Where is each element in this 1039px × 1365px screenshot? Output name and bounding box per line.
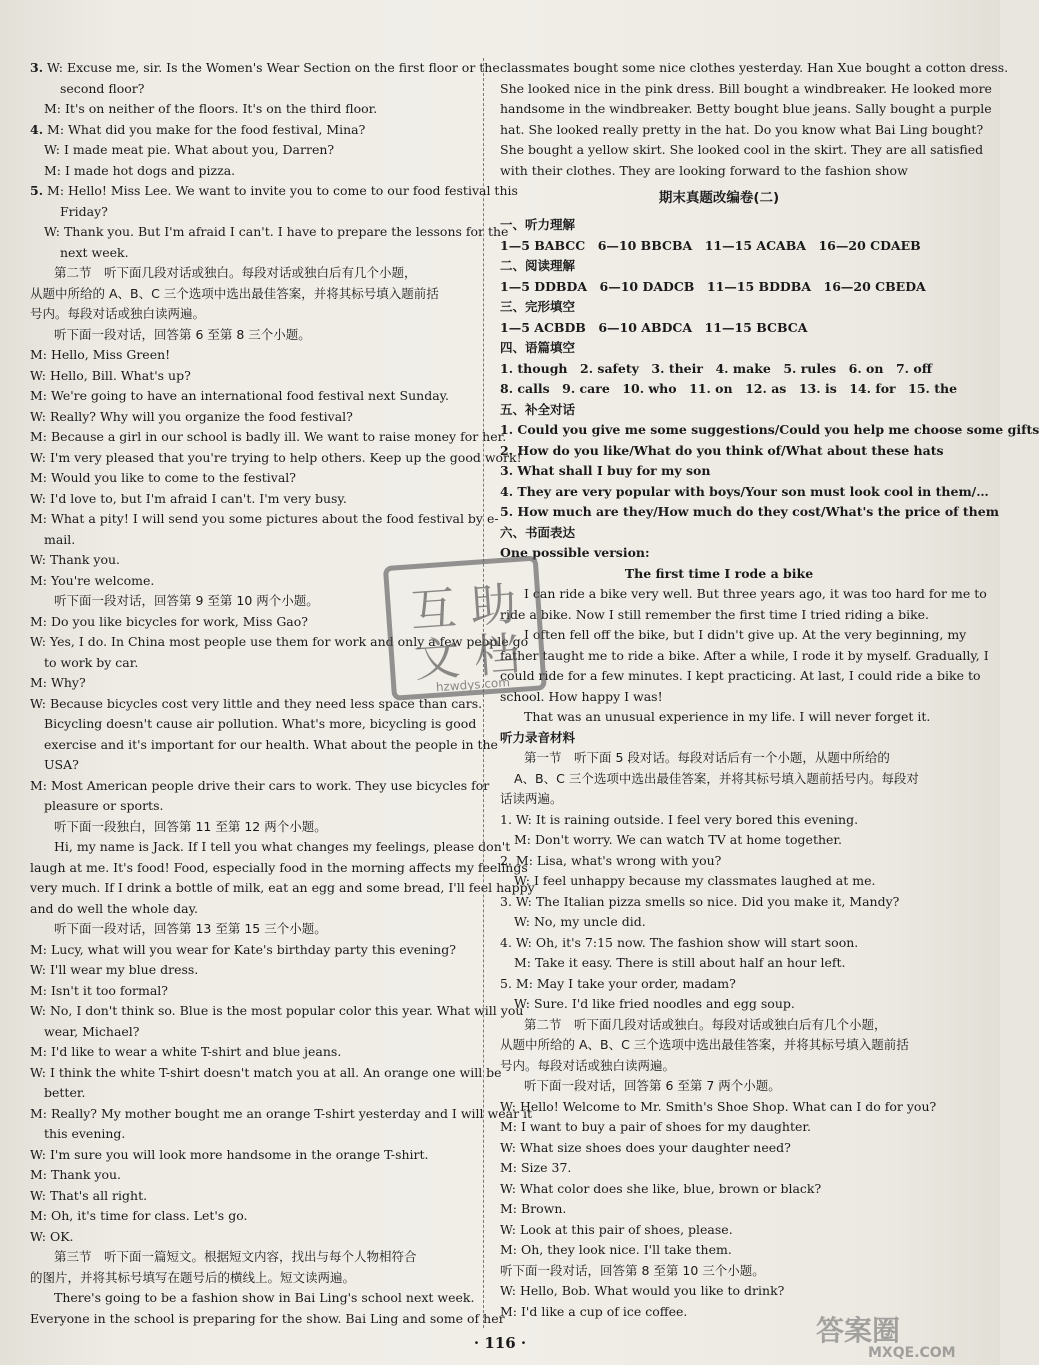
essay-line: I often fell off the bike, but I didn't give up. At the very beginning, my bbox=[524, 627, 967, 642]
stamp-char-4: 档 bbox=[471, 626, 522, 684]
writing-heading: 六、书面表达 bbox=[500, 524, 576, 540]
text-line: this evening. bbox=[44, 1126, 126, 1141]
text-line: 3. W: Excuse me, sir. Is the Women's Wear Section on the first floor or the bbox=[30, 60, 500, 75]
text-line: W: That's all right. bbox=[30, 1187, 148, 1203]
section-heading: 二、阅读理解 bbox=[500, 258, 576, 273]
answer-row: 1. Could you give me some suggestions/Could you help me choose some gifts bbox=[500, 422, 1039, 437]
passage-continuation bbox=[500, 58, 1009, 181]
text-line: M: Do you like bicycles for work, Miss Gao? bbox=[30, 613, 308, 629]
text-line: Bicycling doesn't cause air pollution. What's more, bicycling is good bbox=[44, 716, 477, 731]
transcript-line: M: Oh, they look nice. I'll take them. bbox=[500, 1242, 732, 1257]
text-line: W: I'd love to, but I'm afraid I can't. I'm very busy. bbox=[30, 490, 347, 506]
text-line: hat. She looked really pretty in the hat. Do you know what Bai Ling bought? bbox=[500, 121, 984, 137]
text-line: W: I'll wear my blue dress. bbox=[30, 962, 199, 977]
answer-row: 1. though 2. safety 3. their 4. make 5. rules 6. on 7. off bbox=[500, 360, 932, 376]
text-line: Friday? bbox=[60, 203, 108, 219]
text-line: W: Thank you. bbox=[30, 552, 120, 567]
text-line: M: Because a girl in our school is badly ill. We want to raise money for her. bbox=[30, 429, 507, 444]
text-line: 听下面一段对话，回答第 6 至第 8 三个小题。 bbox=[54, 326, 311, 342]
transcript-line: W: What color does she like, blue, brown or black? bbox=[500, 1180, 822, 1196]
transcript-line: W: No, my uncle did. bbox=[514, 914, 646, 929]
answer-row: 5. How much are they/How much do they cost/What's the price of them bbox=[500, 504, 999, 519]
text-line: next week. bbox=[60, 244, 129, 260]
transcript-line: W: Hello! Welcome to Mr. Smith's Shoe Shop. What can I do for you? bbox=[500, 1098, 937, 1114]
answer-row: 1—5 DDBDA 6—10 DADCB 11—15 BDDBA 16—20 CBEDA bbox=[500, 278, 926, 294]
answer-row: 8. calls 9. care 10. who 11. on 12. as 13. is 14. for 15. the bbox=[500, 381, 958, 396]
text-line: pleasure or sports. bbox=[44, 798, 164, 813]
text-line: M: You're welcome. bbox=[30, 572, 155, 588]
stamp-char-3: 文 bbox=[412, 630, 462, 688]
text-line: There's going to be a fashion show in Bai Ling's school next week. bbox=[54, 1290, 475, 1305]
text-line: W: Hello, Bill. What's up? bbox=[30, 367, 191, 383]
transcript-line: 从题中所给的 A、B、C 三个选项中选出最佳答案，并将其标号填入题前括 bbox=[500, 1037, 909, 1052]
text-line: M: Hello, Miss Green! bbox=[30, 347, 171, 362]
transcript-line: W: What size shoes does your daughter need? bbox=[500, 1139, 791, 1155]
transcript-line: M: Brown. bbox=[500, 1201, 567, 1216]
transcript-line: 第二节 听下面几段对话或独白。每段对话或独白后有几个小题， bbox=[524, 1016, 887, 1032]
text-line: M: Why? bbox=[30, 675, 86, 690]
text-line: to work by car. bbox=[44, 654, 139, 670]
text-line: W: I'm sure you will look more handsome in the orange T-shirt. bbox=[30, 1146, 429, 1162]
text-line: W: I'm very pleased that you're trying to help others. Keep up the good work! bbox=[30, 449, 522, 465]
watermark-stamp bbox=[367, 549, 567, 712]
text-line: M: Really? My mother bought me an orange T-shirt yesterday and I will wear it bbox=[30, 1105, 533, 1121]
transcript-line: W: Look at this pair of shoes, please. bbox=[500, 1221, 733, 1237]
transcript-line: 4. W: Oh, it's 7:15 now. The fashion show will start soon. bbox=[500, 934, 859, 950]
text-line: W: OK. bbox=[30, 1228, 74, 1244]
text-line: 5. M: Hello! Miss Lee. We want to invite you to come to our food festival this bbox=[30, 183, 518, 198]
answer-sections bbox=[500, 215, 1039, 523]
text-line: W: Yes, I do. In China most people use them for work and only a few people go bbox=[30, 634, 529, 649]
text-line: M: Oh, it's time for class. Let's go. bbox=[30, 1208, 248, 1223]
text-line: exercise and it's important for our health. What about the people in the bbox=[44, 736, 498, 752]
transcript-line: 2. M: Lisa, what's wrong with you? bbox=[500, 852, 722, 868]
essay-line: I can ride a bike very well. But three years ago, it was too hard for me to bbox=[524, 586, 987, 601]
transcript-line: 号内。每段对话或独白读两遍。 bbox=[500, 1057, 676, 1073]
essay-title: The first time I rode a bike bbox=[624, 565, 814, 581]
stamp-char-1: 互 bbox=[408, 580, 459, 638]
answer-row: 1—5 BABCC 6—10 BBCBA 11—15 ACABA 16—20 CDAEB bbox=[500, 237, 921, 253]
text-line: Hi, my name is Jack. If I tell you what changes my feelings, please don't bbox=[54, 839, 511, 854]
section-heading: 三、完形填空 bbox=[500, 299, 576, 314]
text-line: M: Thank you. bbox=[30, 1167, 122, 1182]
transcript-line: A、B、C 三个选项中选出最佳答案，并将其标号填入题前括号内。每段对 bbox=[514, 770, 919, 786]
text-line: M: I'd like to wear a white T-shirt and blue jeans. bbox=[30, 1044, 342, 1059]
essay-line: That was an unusual experience in my life. I will never forget it. bbox=[524, 709, 931, 724]
transcript-line: M: I'd like a cup of ice coffee. bbox=[500, 1303, 688, 1319]
text-line: Everyone in the school is preparing for the show. Bai Ling and some of her bbox=[30, 1310, 505, 1326]
transcript-line: M: Don't worry. We can watch TV at home together. bbox=[514, 832, 842, 847]
listening-heading: 听力录音材料 bbox=[500, 729, 576, 745]
text-line: 从题中所给的 A、B、C 三个选项中选出最佳答案，并将其标号填入题前括 bbox=[30, 285, 439, 301]
text-line: 4. M: What did you make for the food festival, Mina? bbox=[30, 121, 366, 137]
text-line: wear, Michael? bbox=[44, 1023, 140, 1039]
text-line: 听下面一段独白，回答第 11 至第 12 两个小题。 bbox=[54, 818, 327, 834]
transcript-line: M: Size 37. bbox=[500, 1160, 572, 1175]
transcript-line: 听下面一段对话，回答第 8 至第 10 三个小题。 bbox=[500, 1262, 765, 1278]
text-line: W: I made meat pie. What about you, Darren? bbox=[44, 142, 335, 157]
text-line: M: Most American people drive their cars to work. They use bicycles for bbox=[30, 777, 490, 793]
site-logo bbox=[808, 1308, 988, 1360]
text-line: She bought a yellow skirt. She looked cool in the skirt. They are all satisfied bbox=[500, 142, 984, 157]
transcript-line: 听下面一段对话，回答第 6 至第 7 两个小题。 bbox=[524, 1078, 781, 1093]
text-line: W: I think the white T-shirt doesn't match you at all. An orange one will be bbox=[30, 1064, 502, 1080]
text-line: M: I made hot dogs and pizza. bbox=[44, 162, 236, 178]
version-label: One possible version: bbox=[500, 545, 650, 560]
text-line: M: It's on neither of the floors. It's on the third floor. bbox=[44, 101, 378, 116]
text-line: better. bbox=[44, 1085, 86, 1100]
exam-title: 期末真题改编卷(二) bbox=[658, 190, 780, 206]
logo-main: 答案圈 bbox=[816, 1314, 901, 1347]
text-line: M: We're going to have an international food festival next Sunday. bbox=[30, 388, 450, 403]
text-line: W: Thank you. But I'm afraid I can't. I have to prepare the lessons for the bbox=[44, 224, 509, 239]
transcript-line: 5. M: May I take your order, madam? bbox=[500, 975, 736, 991]
essay-body bbox=[500, 584, 989, 728]
text-line: She looked nice in the pink dress. Bill bought a windbreaker. He looked more bbox=[500, 80, 992, 96]
text-line: 听下面一段对话，回答第 9 至第 10 两个小题。 bbox=[54, 593, 319, 608]
transcript-line: W: I feel unhappy because my classmates laughed at me. bbox=[514, 873, 876, 888]
text-line: with their clothes. They are looking forward to the fashion show bbox=[500, 162, 908, 178]
text-line: 号内。每段对话或独白读两遍。 bbox=[30, 306, 206, 321]
transcript-line: 第一节 听下面 5 段对话。每段对话后有一个小题，从题中所给的 bbox=[524, 750, 890, 765]
text-line: W: Because bicycles cost very little and they need less space than cars. bbox=[30, 695, 483, 711]
stamp-url: hzwdys.com bbox=[435, 675, 511, 695]
transcript-line: W: Hello, Bob. What would you like to drink? bbox=[500, 1283, 785, 1298]
text-line: classmates bought some nice clothes yesterday. Han Xue bought a cotton dress. bbox=[500, 60, 1009, 75]
answer-row: 3. What shall I buy for my son bbox=[500, 463, 711, 478]
text-line: M: Isn't it too formal? bbox=[30, 982, 168, 998]
transcript-line: 话读两遍。 bbox=[500, 791, 563, 806]
section-heading: 四、语篇填空 bbox=[500, 340, 576, 355]
essay-line: father taught me to ride a bike. After a while, I rode it by myself. Gradually, I bbox=[500, 647, 989, 663]
answer-row: 1—5 ACBDB 6—10 ABDCA 11—15 BCBCA bbox=[500, 319, 808, 335]
section-heading: 五、补全对话 bbox=[500, 401, 576, 417]
listening-transcript bbox=[500, 728, 938, 1323]
essay-line: could ride for a few minutes. I kept practicing. At last, I could ride a bike to bbox=[500, 668, 981, 683]
text-line: second floor? bbox=[60, 80, 145, 96]
listening-body bbox=[500, 748, 938, 1322]
text-line: very much. If I drink a bottle of milk, eat an egg and some bread, I'll feel happy bbox=[30, 880, 535, 895]
text-line: USA? bbox=[44, 757, 79, 772]
text-line: M: What a pity! I will send you some pictures about the food festival by e- bbox=[30, 511, 499, 526]
essay-line: ride a bike. Now I still remember the first time I tried riding a bike. bbox=[500, 606, 930, 622]
text-line: M: Lucy, what will you wear for Kate's birthday party this evening? bbox=[30, 941, 456, 957]
text-line: W: Really? Why will you organize the food festival? bbox=[30, 408, 353, 424]
stamp-char-2: 助 bbox=[468, 576, 519, 634]
transcript-line: 1. W: It is raining outside. I feel very bored this evening. bbox=[500, 811, 859, 827]
text-line: M: Would you like to come to the festival? bbox=[30, 470, 296, 485]
text-line: 第二节 听下面几段对话或独白。每段对话或独白后有几个小题， bbox=[54, 265, 417, 280]
text-line: laugh at me. It's food! Food, especially food in the morning affects my feelings bbox=[30, 859, 528, 875]
transcript-line: M: Take it easy. There is still about half an hour left. bbox=[514, 955, 846, 970]
transcript-line: 3. W: The Italian pizza smells so nice. Did you make it, Mandy? bbox=[500, 893, 900, 909]
text-line: 的图片，并将其标号填写在题号后的横线上。短文读两遍。 bbox=[30, 1269, 356, 1285]
text-line: handsome in the windbreaker. Betty bought blue jeans. Sally bought a purple bbox=[500, 101, 992, 116]
section-heading: 一、听力理解 bbox=[500, 217, 576, 232]
text-line: W: No, I don't think so. Blue is the most popular color this year. What will you bbox=[30, 1003, 524, 1018]
text-line: and do well the whole day. bbox=[30, 900, 198, 916]
text-line: 第三节 听下面一篇短文。根据短文内容，找出与每个人物相符合 bbox=[54, 1249, 417, 1264]
text-line: 听下面一段对话，回答第 13 至第 15 三个小题。 bbox=[54, 921, 327, 936]
transcript-line: M: I want to buy a pair of shoes for my daughter. bbox=[500, 1119, 811, 1134]
transcript-line: W: Sure. I'd like fried noodles and egg soup. bbox=[514, 996, 795, 1011]
page-number: · 116 · bbox=[473, 1334, 527, 1352]
answer-row: 2. How do you like/What do you think of/What about these hats bbox=[500, 442, 944, 458]
answer-row: 4. They are very popular with boys/Your son must look cool in them/… bbox=[500, 483, 989, 499]
essay-line: school. How happy I was! bbox=[500, 688, 663, 704]
logo-sub: MXQE.COM bbox=[868, 1345, 956, 1361]
text-line: mail. bbox=[44, 531, 76, 547]
